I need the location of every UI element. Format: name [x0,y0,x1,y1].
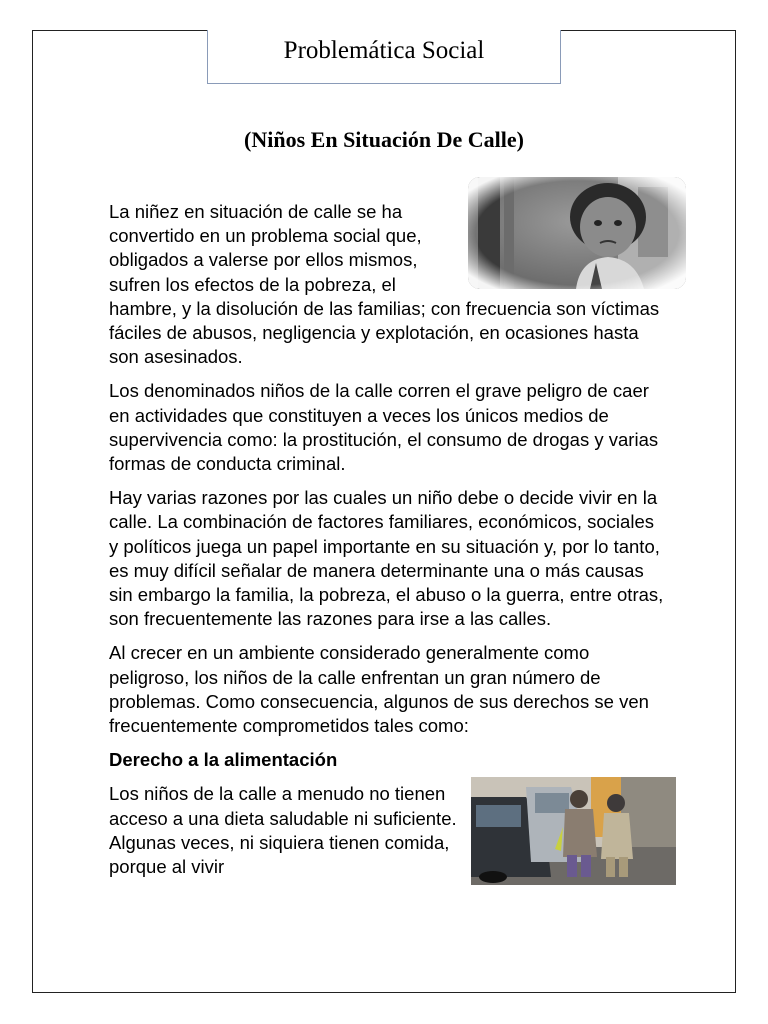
paragraph-3: Hay varias razones por las cuales un niño debe o decide vivir en la calle. La combinación de factores familiares, económicos, sociales y políticos juega un papel importante en su situación y, por lo tanto, es muy difícil señalar de manera determinante una o más causas sin embargo la familia, la pobreza, el abuso o la guerra, entre otras, son frecuentemente las razones para irse a las calles. [109,487,664,630]
document-title: Problemática Social [207,30,561,84]
section-heading: Derecho a la alimentación [109,749,338,771]
section-paragraph [109,782,664,879]
street-children-photo [471,777,676,885]
paragraph-2: Los denominados niños de la calle corren el grave peligro de caer en actividades que constituyen a veces los únicos medios de supervivencia como: la prostitución, el consumo de drogas y varias formas de conducta criminal. [109,380,659,475]
document-subtitle: (Niños En Situación De Calle) [244,127,524,152]
paragraph-4: Al crecer en un ambiente considerado generalmente como peligroso, los niños de la calle enfrentan un gran número de problemas. Como consecuencia, algunos de sus derechos se ven frecuentemente comprometidos tales como: [109,642,649,737]
paragraph-1-text: La niñez en situación de calle se ha convertido en un problema social que, obligados a valerse por ellos mismos, sufren los efectos de la pobreza, el hambre, y la disolución de las familias; con frecuencia son víctimas fáciles de abusos, negligencia y explotación, en ocasiones hasta son asesinados. [109,201,660,368]
section-paragraph-text: Los niños de la calle a menudo no tienen acceso a una dieta saludable ni suficiente. Algunas veces, ni siquiera tienen comida, porque al vivir [109,783,457,878]
paragraph-1 [109,200,664,369]
document-body [109,200,664,889]
child-photo [468,177,686,289]
